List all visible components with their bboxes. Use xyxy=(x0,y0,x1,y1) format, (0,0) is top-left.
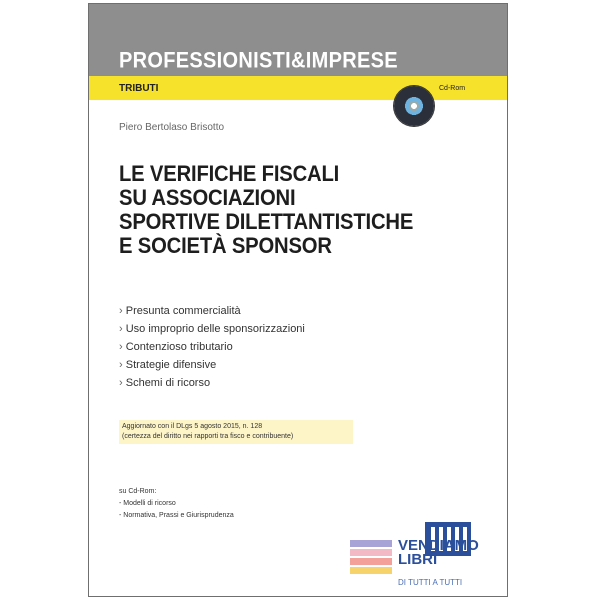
watermark-brand-line1: VENDIAMO xyxy=(398,537,479,554)
cd-rom-contents xyxy=(119,486,234,522)
topic-item: › Uso improprio delle sponsorizzazioni xyxy=(119,320,305,338)
section-label: TRIBUTI xyxy=(119,83,159,94)
book-stack-icon xyxy=(350,549,392,556)
title-line: SU ASSOCIAZIONI xyxy=(119,185,296,210)
update-note xyxy=(119,420,353,444)
series-name: PROFESSIONISTI&IMPRESE xyxy=(119,49,398,74)
cd-rom-label: Cd-Rom xyxy=(439,85,466,92)
watermark-brand-line2: LIBRI xyxy=(398,551,438,568)
topic-list xyxy=(119,302,305,392)
update-note-line: Aggiornato con il DLgs 5 agosto 2015, n. 128 xyxy=(122,423,263,430)
title-line: LE VERIFICHE FISCALI xyxy=(119,161,340,186)
cd-rom-contents-line: su Cd-Rom: xyxy=(119,488,157,495)
author-name: Piero Bertolaso Brisotto xyxy=(119,122,225,133)
book-cover xyxy=(88,3,508,597)
book-title xyxy=(119,162,439,258)
update-note-line: (certezza del diritto nei rapporti tra fisco e contribuente) xyxy=(122,433,294,440)
topic-item: › Schemi di ricorso xyxy=(119,374,305,392)
book-stack-icon xyxy=(350,567,392,574)
topic-item: › Contenzioso tributario xyxy=(119,338,305,356)
title-line: SPORTIVE DILETTANTISTICHE xyxy=(119,209,414,234)
book-stack-icon xyxy=(350,540,392,547)
topic-item: › Presunta commercialità xyxy=(119,302,305,320)
cd-rom-contents-line: - Normativa, Prassi e Giurisprudenza xyxy=(119,512,234,519)
title-line: E SOCIETÀ SPONSOR xyxy=(119,233,332,258)
topic-item: › Strategie difensive xyxy=(119,356,305,374)
book-stack-icon xyxy=(350,558,392,565)
watermark-tagline: DI TUTTI A TUTTI xyxy=(398,578,463,587)
cd-rom-contents-line: - Modelli di ricorso xyxy=(119,500,176,507)
cd-rom-icon xyxy=(394,86,434,126)
watermark-logo xyxy=(350,538,500,598)
